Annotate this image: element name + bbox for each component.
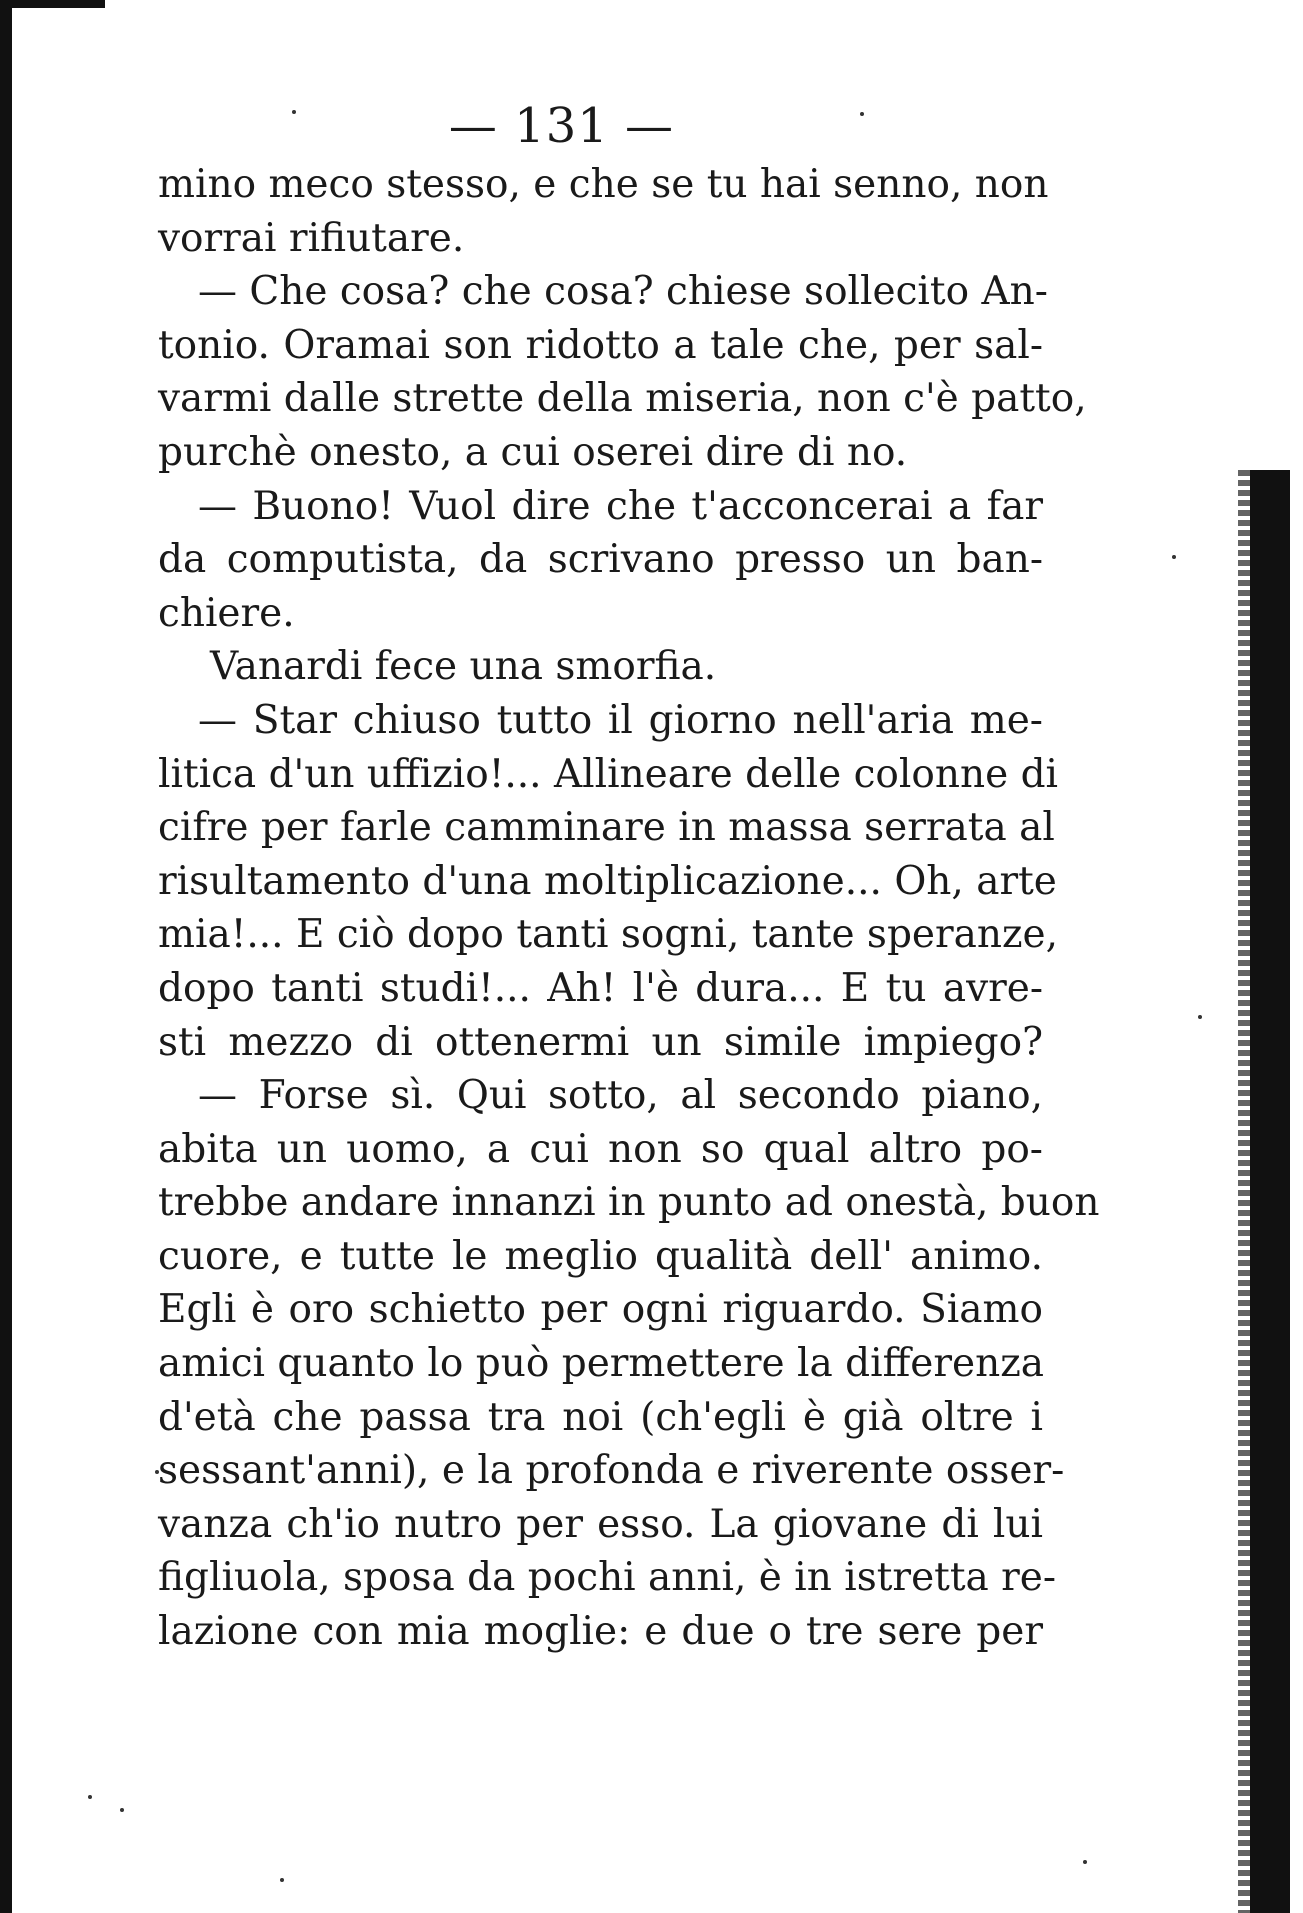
scan-speck (1198, 1015, 1202, 1019)
text-line: dopo tanti studi!... Ah! l'è dura... E tu avre- (158, 965, 1043, 1011)
text-line: litica d'un uffizio!... Allineare delle colonne di (158, 751, 1059, 797)
text-line: — Che cosa? che cosa? chiese sollecito An- (198, 269, 1048, 315)
scan-speck (120, 1808, 124, 1812)
scan-margin-right (1250, 470, 1290, 1913)
text-line: tonio. Oramai son ridotto a tale che, per sal- (158, 322, 1043, 368)
text-line: trebbe andare innanzi in punto ad onestà, buon (158, 1180, 1100, 1226)
body-text (158, 158, 1100, 1659)
text-line: abita un uomo, a cui non so qual altro po- (158, 1126, 1043, 1172)
scan-speck (88, 1795, 92, 1799)
text-line: sti mezzo di ottenermi un simile impiego? (158, 1019, 1043, 1065)
text-line: cuore, e tutte le meglio qualità dell' animo. (158, 1233, 1043, 1279)
text-line: vanza ch'io nutro per esso. La giovane di lui (158, 1501, 1043, 1547)
text-line: — Star chiuso tutto il giorno nell'aria me- (198, 697, 1043, 743)
scan-speck (1172, 555, 1176, 559)
text-line: — Forse sì. Qui sotto, al secondo piano, (198, 1073, 1043, 1119)
text-line: figliuola, sposa da pochi anni, è in istretta re- (158, 1555, 1057, 1601)
scan-margin-left (0, 0, 12, 1913)
text-line: da computista, da scrivano presso un ban- (158, 537, 1043, 583)
scan-margin-top-tick (0, 0, 105, 8)
text-line: vorrai rifiutare. (158, 215, 465, 261)
text-line: Egli è oro schietto per ogni riguardo. Siamo (158, 1287, 1043, 1333)
scan-speck (1083, 1860, 1087, 1864)
scan-margin-right-edge (1238, 470, 1250, 1913)
page-number: — 131 — (448, 98, 675, 154)
text-line: cifre per farle camminare in massa serrata al (158, 805, 1055, 851)
text-line: — Buono! Vuol dire che t'acconcerai a far (198, 483, 1043, 529)
text-line: risultamento d'una moltiplicazione... Oh, arte (158, 858, 1057, 904)
text-line: varmi dalle strette della miseria, non c'è patto, (158, 376, 1087, 422)
text-line: chiere. (158, 590, 295, 636)
text-line: d'età che passa tra noi (ch'egli è già oltre i (158, 1394, 1043, 1440)
scan-speck (280, 1878, 284, 1882)
text-line: purchè onesto, a cui oserei dire di no. (158, 429, 908, 475)
text-line: mino meco stesso, e che se tu hai senno, non (158, 162, 1049, 207)
text-line: sessant'anni), e la profonda e riverente osser- (158, 1448, 1065, 1494)
text-line: mia!... E ciò dopo tanti sogni, tante speranze, (158, 912, 1059, 958)
text-line: amici quanto lo può permettere la differenza (158, 1341, 1045, 1387)
text-line: lazione con mia moglie: e due o tre sere per (158, 1609, 1043, 1655)
text-line: Vanardi fece una smorfia. (210, 644, 717, 690)
